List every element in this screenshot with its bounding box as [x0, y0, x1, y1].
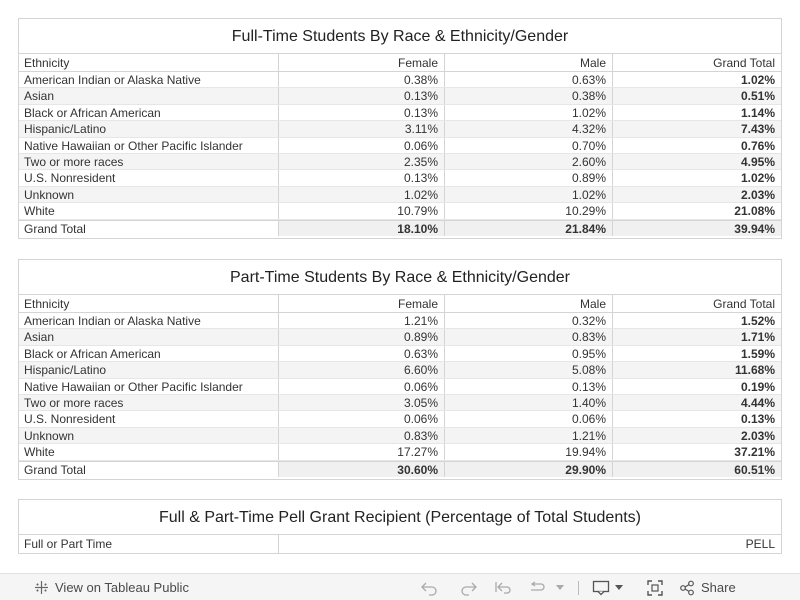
cell-ethnicity: White [19, 203, 279, 218]
redo-icon[interactable] [458, 574, 480, 600]
share-label: Share [701, 580, 736, 595]
cell-total: 0.13% [740, 412, 775, 427]
cell-male: 21.84% [445, 221, 613, 236]
full-time-table-body [19, 72, 781, 236]
cell-ethnicity: Two or more races [19, 154, 279, 169]
col-header-female[interactable]: Female [279, 295, 445, 312]
cell-total: 1.59% [740, 346, 775, 361]
cell-male: 5.08% [445, 362, 613, 377]
cell-total: 2.03% [740, 428, 775, 443]
cell-total: 1.71% [740, 330, 775, 345]
cell-ethnicity: U.S. Nonresident [19, 170, 279, 185]
fullscreen-icon[interactable] [645, 574, 665, 600]
cell-ethnicity: Grand Total [19, 221, 279, 236]
cell-total: 0.51% [740, 89, 775, 104]
toolbar-separator [578, 581, 579, 595]
refresh-dropdown-icon[interactable] [554, 574, 566, 600]
cell-female: 0.13% [279, 88, 445, 103]
part-time-panel [18, 259, 782, 480]
col-header-full-or-part-time[interactable]: Full or Part Time [19, 535, 279, 553]
share-icon [679, 580, 695, 596]
grand-total-row[interactable] [19, 220, 781, 236]
cell-total: 60.51% [613, 462, 781, 477]
cell-female: 6.60% [279, 362, 445, 377]
tableau-logo-icon [34, 580, 49, 595]
table-row[interactable] [19, 154, 781, 170]
table-row[interactable] [19, 329, 781, 345]
cell-female: 0.89% [279, 329, 445, 344]
cell-ethnicity: Native Hawaiian or Other Pacific Islander [19, 138, 279, 153]
cell-male: 2.60% [445, 154, 613, 169]
table-row[interactable] [19, 203, 781, 219]
cell-male: 0.13% [445, 379, 613, 394]
col-header-grand-total[interactable]: Grand Total [713, 56, 775, 70]
cell-male: 1.40% [445, 395, 613, 410]
cell-ethnicity: Two or more races [19, 395, 279, 410]
cell-ethnicity: Unknown [19, 187, 279, 202]
cell-ethnicity: Black or African American [19, 105, 279, 120]
cell-female: 18.10% [279, 221, 445, 236]
table-row[interactable] [19, 395, 781, 411]
cell-ethnicity: U.S. Nonresident [19, 411, 279, 426]
cell-ethnicity: Asian [19, 88, 279, 103]
cell-ethnicity: White [19, 444, 279, 459]
table-row[interactable] [19, 138, 781, 154]
cell-female: 3.11% [279, 121, 445, 136]
table-row[interactable] [19, 72, 781, 88]
table-row[interactable] [19, 88, 781, 104]
part-time-title: Part-Time Students By Race & Ethnicity/Gender [19, 260, 781, 295]
cell-total: 1.14% [740, 105, 775, 120]
undo-icon[interactable] [418, 574, 440, 600]
tableau-toolbar [0, 573, 800, 600]
view-on-tableau-public-link[interactable] [0, 580, 189, 595]
share-button[interactable] [679, 580, 736, 596]
cell-male: 0.06% [445, 411, 613, 426]
cell-total: 4.44% [740, 395, 775, 410]
cell-total: 7.43% [740, 122, 775, 137]
cell-female: 30.60% [279, 462, 445, 477]
cell-total: 4.95% [740, 154, 775, 169]
cell-female: 0.63% [279, 346, 445, 361]
full-time-panel [18, 18, 782, 239]
cell-male: 0.83% [445, 329, 613, 344]
cell-male: 0.63% [445, 72, 613, 87]
table-row[interactable] [19, 379, 781, 395]
cell-female: 1.21% [279, 313, 445, 328]
cell-ethnicity: American Indian or Alaska Native [19, 313, 279, 328]
cell-male: 4.32% [445, 121, 613, 136]
col-header-male[interactable]: Male [445, 54, 613, 71]
cell-ethnicity: Grand Total [19, 462, 279, 477]
table-row[interactable] [19, 313, 781, 329]
cell-female: 0.13% [279, 170, 445, 185]
part-time-table-body [19, 313, 781, 477]
cell-ethnicity: Unknown [19, 428, 279, 443]
cell-total: 37.21% [734, 445, 775, 460]
col-header-female[interactable]: Female [279, 54, 445, 71]
table-row[interactable] [19, 411, 781, 427]
download-icon[interactable] [591, 574, 611, 600]
table-row[interactable] [19, 187, 781, 203]
revert-icon[interactable] [492, 574, 514, 600]
table-row[interactable] [19, 346, 781, 362]
view-on-tableau-public-label: View on Tableau Public [55, 579, 189, 595]
cell-total: 21.08% [734, 204, 775, 219]
cell-ethnicity: Hispanic/Latino [19, 362, 279, 377]
cell-female: 0.06% [279, 411, 445, 426]
cell-female: 1.02% [279, 187, 445, 202]
cell-female: 3.05% [279, 395, 445, 410]
table-row[interactable] [19, 121, 781, 137]
cell-male: 1.02% [445, 187, 613, 202]
pell-header-row [19, 535, 781, 553]
cell-total: 1.02% [740, 73, 775, 87]
cell-ethnicity: Hispanic/Latino [19, 121, 279, 136]
col-header-ethnicity[interactable]: Ethnicity [19, 295, 279, 312]
cell-ethnicity: Black or African American [19, 346, 279, 361]
cell-total: 0.19% [740, 379, 775, 394]
table-row[interactable] [19, 428, 781, 444]
refresh-icon[interactable] [526, 574, 548, 600]
cell-total: 1.02% [740, 171, 775, 186]
table-row[interactable] [19, 105, 781, 121]
cell-female: 0.06% [279, 138, 445, 153]
cell-male: 1.02% [445, 105, 613, 120]
cell-male: 0.70% [445, 138, 613, 153]
part-time-header-row [19, 295, 781, 313]
cell-ethnicity: Native Hawaiian or Other Pacific Islander [19, 379, 279, 394]
cell-male: 19.94% [445, 444, 613, 459]
cell-ethnicity: Asian [19, 329, 279, 344]
cell-male: 0.95% [445, 346, 613, 361]
col-header-ethnicity[interactable]: Ethnicity [19, 54, 279, 71]
cell-male: 10.29% [445, 203, 613, 218]
cell-total: 39.94% [613, 221, 781, 236]
cell-female: 0.38% [279, 72, 445, 87]
cell-total: 0.76% [740, 138, 775, 153]
col-header-grand-total[interactable]: Grand Total [713, 297, 775, 311]
cell-female: 0.13% [279, 105, 445, 120]
grand-total-row[interactable] [19, 461, 781, 477]
cell-male: 1.21% [445, 428, 613, 443]
cell-male: 0.32% [445, 313, 613, 328]
cell-female: 17.27% [279, 444, 445, 459]
cell-total: 11.68% [734, 363, 775, 378]
cell-female: 2.35% [279, 154, 445, 169]
cell-male: 0.38% [445, 88, 613, 103]
toolbar-actions [418, 574, 736, 600]
full-time-header-row [19, 54, 781, 72]
table-row[interactable] [19, 362, 781, 378]
cell-total: 1.52% [740, 314, 775, 328]
table-row[interactable] [19, 444, 781, 460]
table-row[interactable] [19, 170, 781, 186]
cell-female: 0.83% [279, 428, 445, 443]
cell-male: 29.90% [445, 462, 613, 477]
col-header-pell[interactable]: PELL [745, 537, 775, 551]
cell-female: 0.06% [279, 379, 445, 394]
full-time-title: Full-Time Students By Race & Ethnicity/Gender [19, 19, 781, 54]
cell-total: 2.03% [740, 187, 775, 202]
download-dropdown-icon[interactable] [613, 574, 625, 600]
cell-female: 10.79% [279, 203, 445, 218]
cell-ethnicity: American Indian or Alaska Native [19, 72, 279, 87]
pell-title: Full & Part-Time Pell Grant Recipient (Percentage of Total Students) [19, 500, 781, 535]
col-header-male[interactable]: Male [445, 295, 613, 312]
cell-male: 0.89% [445, 170, 613, 185]
pell-panel [18, 499, 782, 554]
